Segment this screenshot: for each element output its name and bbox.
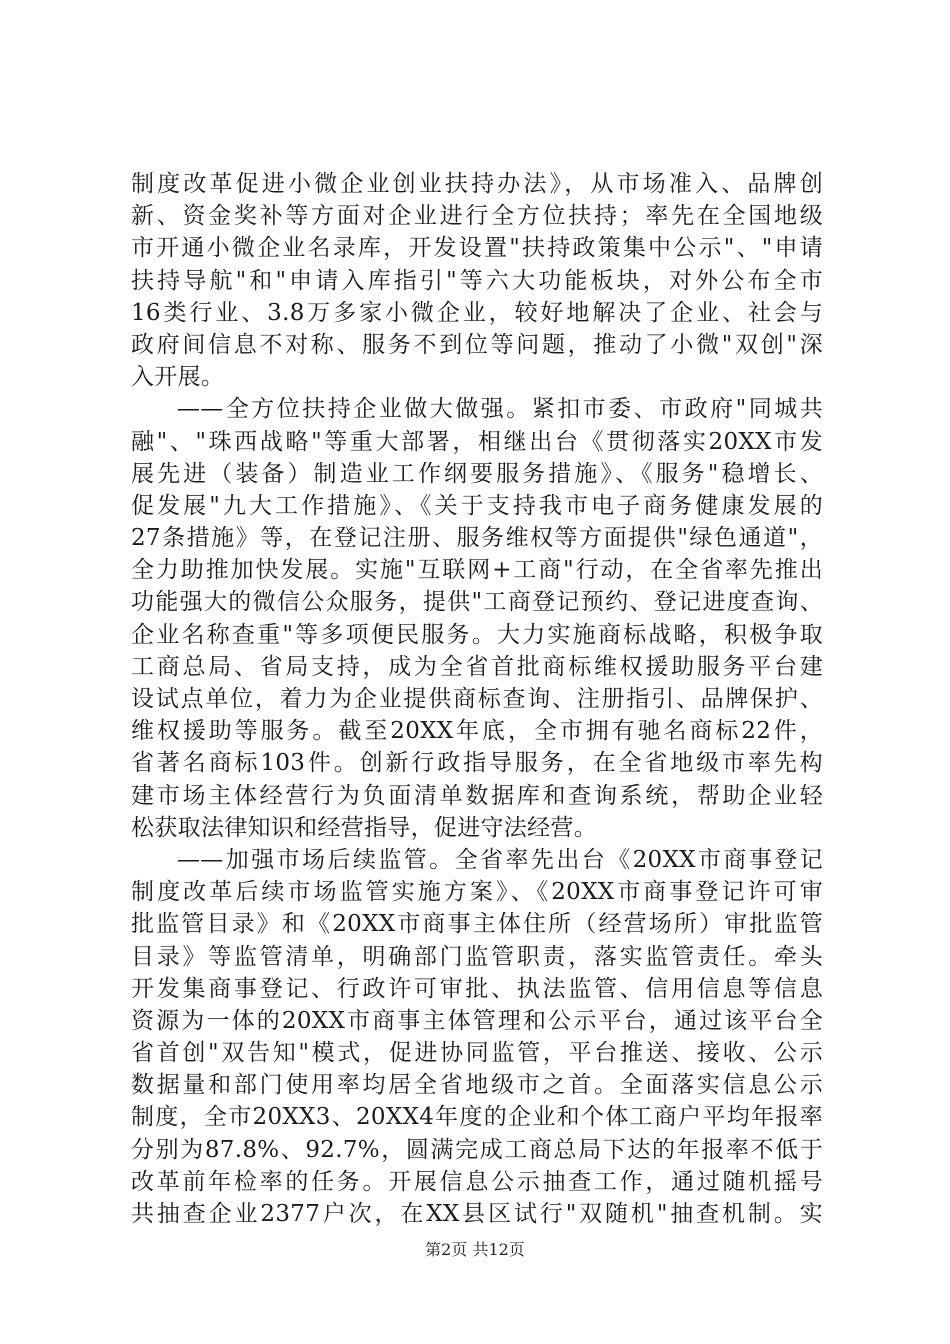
text-line: 融"、"珠西战略"等重大部署，相继出台《贯彻落实20XX市发 [131, 428, 823, 455]
text-line: 开发集商事登记、行政许可审批、执法监管、信用信息等信息 [131, 975, 823, 1002]
text-line: 设试点单位，着力为企业提供商标查询、注册指引、品牌保护、 [131, 686, 823, 712]
text-line: 促发展"九大工作措施》、《关于支持我市电子商务健康发展的 [131, 492, 823, 519]
text-line: 松获取法律知识和经营指导，促进守法经营。 [131, 814, 597, 841]
text-line: 政府间信息不对称、服务不到位等问题，推动了小微"双创"深 [131, 331, 823, 358]
text-line: 新、资金奖补等方面对企业进行全方位扶持；率先在全国地级 [131, 203, 823, 230]
page-footer: 第2页 共12页 [425, 1240, 525, 1259]
text-line: 27条措施》等，在登记注册、服务维权等方面提供"绿色通道"， [131, 525, 823, 552]
text-line: 批监管目录》和《20XX市商事主体住所（经营场所）审批监管 [131, 911, 823, 938]
text-line: 入开展。 [131, 364, 225, 391]
text-line: 制度改革促进小微企业创业扶持办法》，从市场准入、品牌创 [131, 171, 823, 197]
paragraph-first-line: ——全方位扶持企业做大做强。紧扣市委、市政府"同城共 [177, 396, 823, 423]
text-line: 省著名商标103件。创新行政指导服务，在全省地级市率先构 [131, 750, 823, 777]
text-line: 市开通小微企业名录库，开发设置"扶持政策集中公示"、"申请 [131, 235, 823, 262]
text-line: 分别为87.8%、92.7%，圆满完成工商总局下达的年报率不低于 [131, 1136, 823, 1163]
text-line: 制度，全市20XX3、20XX4年度的企业和个体工商户平均年报率 [131, 1104, 823, 1131]
text-line: 建市场主体经营行为负面清单数据库和查询系统，帮助企业轻 [131, 782, 823, 809]
text-line: 功能强大的微信公众服务，提供"工商登记预约、登记进度查询、 [131, 589, 823, 616]
text-line: 制度改革后续市场监管实施方案》、《20XX市商事登记许可审 [131, 879, 823, 906]
text-line: 共抽查企业2377户次，在XX县区试行"双随机"抽查机制。实 [131, 1201, 823, 1227]
text-line: 工商总局、省局支持，成为全省首批商标维权援助服务平台建 [131, 653, 823, 680]
text-line: 展先进（装备）制造业工作纲要服务措施》、《服务"稳增长、 [131, 460, 823, 487]
text-line: 省首创"双告知"模式，促进协同监管，平台推送、接收、公示 [131, 1040, 823, 1067]
text-line: 维权援助等服务。截至20XX年底，全市拥有驰名商标22件， [131, 718, 823, 745]
document-body [131, 168, 823, 1230]
paragraph-first-line: ——加强市场后续监管。全省率先出台《20XX市商事登记 [177, 846, 823, 873]
text-line: 资源为一体的20XX市商事主体管理和公示平台，通过该平台全 [131, 1007, 823, 1034]
text-line: 扶持导航"和"申请入库指引"等六大功能板块，对外公布全市 [131, 267, 823, 294]
text-line: 数据量和部门使用率均居全省地级市之首。全面落实信息公示 [131, 1072, 823, 1099]
text-line: 16类行业、3.8万多家小微企业，较好地解决了企业、社会与 [131, 299, 823, 326]
text-line: 企业名称查重"等多项便民服务。大力实施商标战略，积极争取 [131, 621, 823, 648]
text-line: 全力助推加快发展。实施"互联网+工商"行动，在全省率先推出 [131, 557, 823, 584]
text-line: 改革前年检率的任务。开展信息公示抽查工作，通过随机摇号 [131, 1168, 823, 1195]
text-line: 目录》等监管清单，明确部门监管职责，落实监管责任。牵头 [131, 943, 823, 970]
